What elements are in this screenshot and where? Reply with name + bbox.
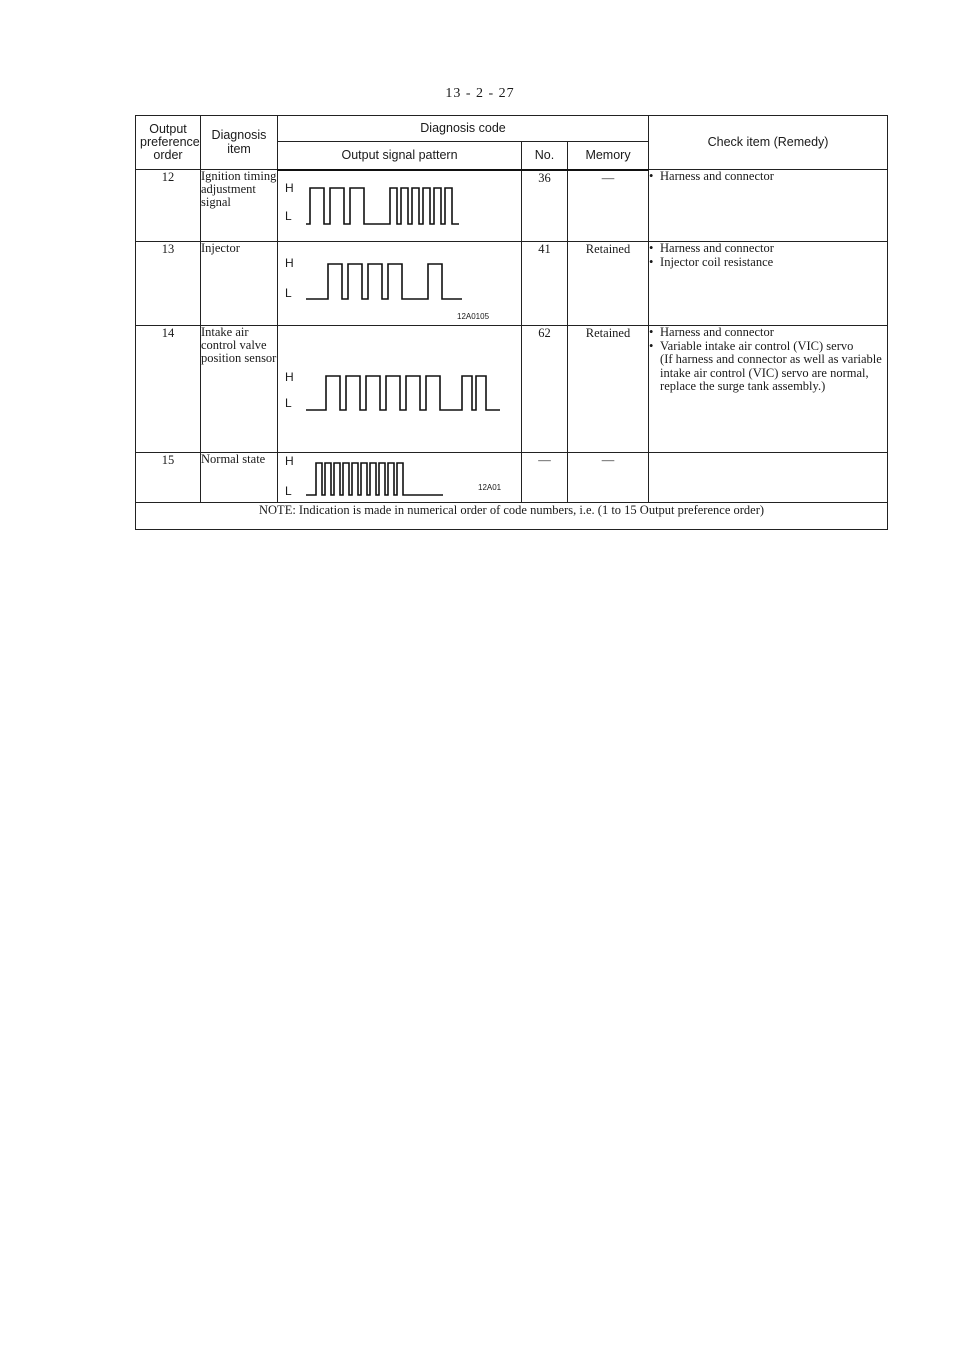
diagnosis-item-cell: Normal state <box>201 453 278 503</box>
signal-waveform <box>278 453 522 503</box>
order-cell: 15 <box>136 453 201 503</box>
figure-code: 12A0105 <box>457 312 490 321</box>
check-note: (If harness and connector as well as variable intake air control (VIC) servo are normal, replace the surge tank assembly.) <box>660 352 882 393</box>
check-item-cell <box>649 242 888 326</box>
figure-code: 12A01 <box>478 483 502 492</box>
page-number: 13 - 2 - 27 <box>445 86 515 101</box>
signal-pattern-cell <box>278 453 522 503</box>
note-row <box>136 503 888 530</box>
signal-low-label: L <box>285 484 292 498</box>
table-row <box>136 453 888 503</box>
check-item: • Harness and connector <box>649 242 887 256</box>
table-note: NOTE: Indication is made in numerical order of code numbers, i.e. (1 to 15 Output preference order) <box>136 503 888 530</box>
header-output-preference-order: Output preference order <box>136 116 201 170</box>
diagnosis-code-table <box>135 115 888 530</box>
table-row <box>136 242 888 326</box>
diagnosis-item-cell: Intake air control valve position sensor <box>201 326 278 453</box>
header-check-item: Check item (Remedy) <box>649 116 888 170</box>
signal-low-label: L <box>285 396 292 410</box>
check-item: • Harness and connector <box>649 170 887 184</box>
signal-pattern-cell <box>278 242 522 326</box>
signal-pattern-cell <box>278 326 522 453</box>
check-item: • Variable intake air control (VIC) servo <box>649 340 887 354</box>
signal-low-label: L <box>285 286 292 300</box>
signal-high-label: H <box>285 256 294 270</box>
signal-high-label: H <box>285 454 294 468</box>
header-output-signal-pattern: Output signal pattern <box>278 142 522 170</box>
check-item-cell <box>649 170 888 242</box>
diagnosis-item-cell: Ignition timing adjustment signal <box>201 170 278 242</box>
check-item: • Harness and connector <box>649 326 887 340</box>
memory-cell: — <box>568 170 649 242</box>
signal-pattern-cell <box>278 170 522 242</box>
code-number-cell: 36 <box>522 170 568 242</box>
memory-cell: Retained <box>568 326 649 453</box>
header-diagnosis-item: Diagnosis item <box>201 116 278 170</box>
header-code-no: No. <box>522 142 568 170</box>
check-item-cell <box>649 453 888 503</box>
order-cell: 12 <box>136 170 201 242</box>
signal-waveform <box>278 326 522 453</box>
table-row <box>136 170 888 242</box>
code-number-cell: — <box>522 453 568 503</box>
check-item: • Injector coil resistance <box>649 256 887 270</box>
check-item-cell <box>649 326 888 453</box>
signal-high-label: H <box>285 180 294 195</box>
memory-cell: — <box>568 453 649 503</box>
table-row <box>136 326 888 453</box>
code-number-cell: 41 <box>522 242 568 326</box>
memory-cell: Retained <box>568 242 649 326</box>
header-memory: Memory <box>568 142 649 170</box>
signal-low-label: L <box>285 208 292 223</box>
signal-high-label: H <box>285 370 294 384</box>
signal-waveform <box>278 171 522 243</box>
code-number-cell: 62 <box>522 326 568 453</box>
diagnosis-item-cell: Injector <box>201 242 278 326</box>
header-diagnosis-code: Diagnosis code <box>278 116 649 142</box>
order-cell: 14 <box>136 326 201 453</box>
order-cell: 13 <box>136 242 201 326</box>
